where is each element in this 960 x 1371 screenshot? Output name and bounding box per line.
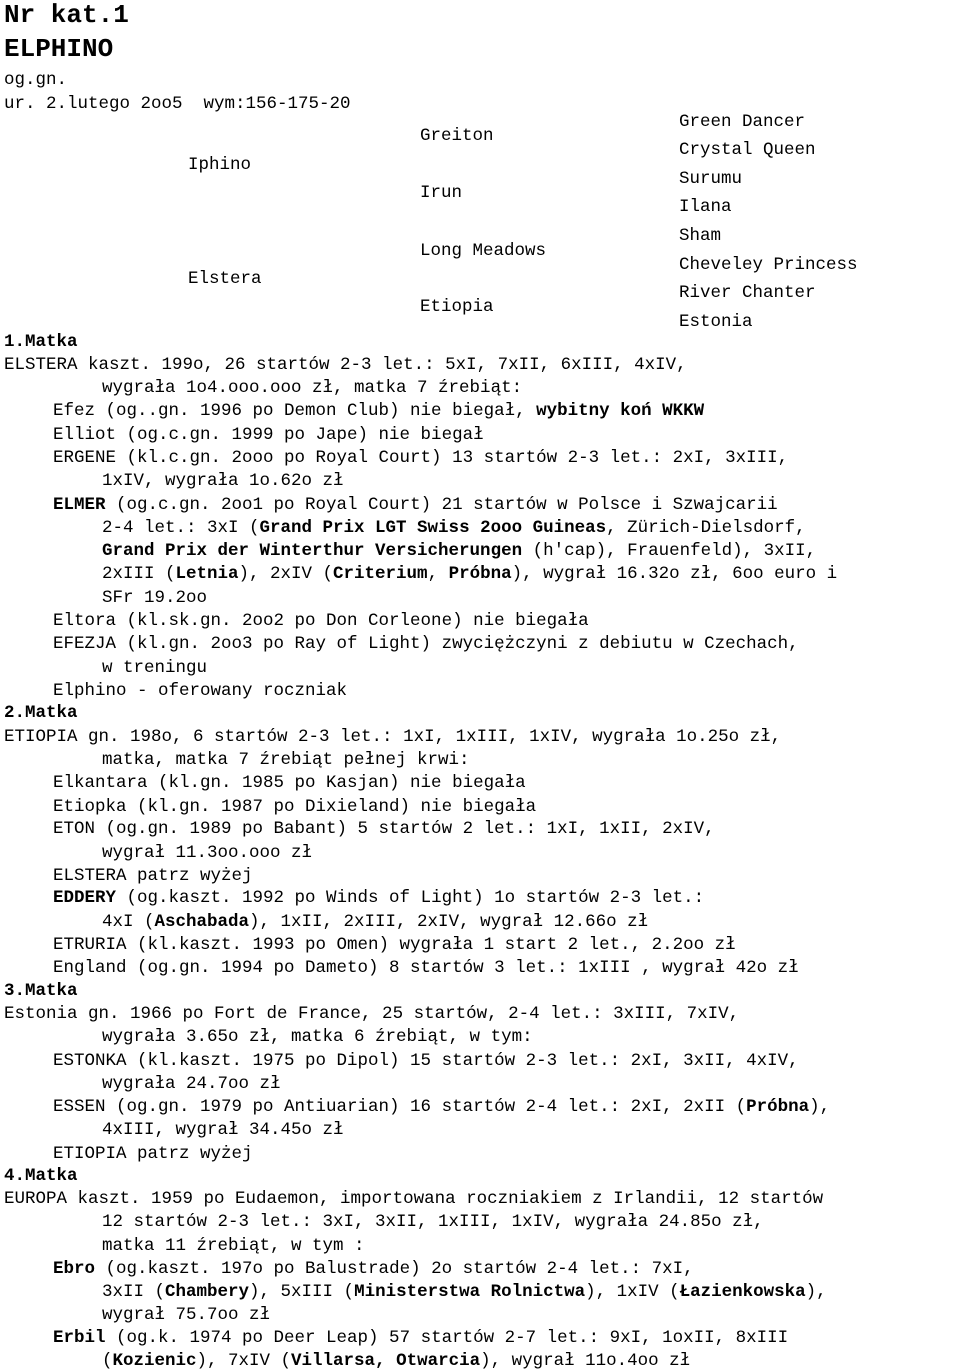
text-segment: ETRURIA (kl.kaszt. 1993 po Omen) wygrała 1 start 2 let., 2.2oo zł (53, 935, 736, 955)
text-segment: ERGENE (kl.c.gn. 2ooo po Royal Court) 13 startów 2-3 let.: 2xI, 3xIII, (53, 448, 789, 468)
record-line (53, 819, 715, 839)
birth-info: ur. 2.lutego 2oo5 wym:156-175-20 (4, 94, 351, 114)
record-line (102, 843, 312, 863)
text-segment: Elliot (og.c.gn. 1999 po Jape) nie biegał (53, 425, 484, 445)
text-segment: EFEZJA (kl.gn. 2oo3 po Ray of Light) zwyciężczyni z debiutu w Czechach, (53, 634, 799, 654)
text-segment: (og.kaszt. 197o po Balustrade) 2o startów 2-4 let.: 7xI, (95, 1259, 694, 1279)
text-segment: Elphino - oferowany roczniak (53, 681, 348, 701)
bold-text: 3.Matka (4, 981, 78, 1001)
pedigree-g3: Ilana (679, 197, 732, 217)
record-line (53, 1051, 799, 1071)
pedigree-dam-dam: Etiopia (420, 297, 494, 317)
record-line (53, 425, 484, 445)
text-segment: ), 7xIV ( (196, 1351, 292, 1371)
bold-text: 2.Matka (4, 703, 78, 723)
record-line (102, 1236, 365, 1256)
record-line (102, 1351, 690, 1371)
record-line (53, 773, 526, 793)
bold-text: Łazienkowska (679, 1282, 806, 1302)
record-line (102, 1305, 270, 1325)
bold-text: Ebro (53, 1259, 96, 1279)
text-segment: 3xII ( (102, 1282, 166, 1302)
bold-text: Aschabada (154, 912, 250, 932)
pedigree-g3: Estonia (679, 312, 753, 332)
bold-text: EDDERY (53, 888, 117, 908)
bold-text: Chambery (165, 1282, 250, 1302)
bold-text: Kozienic (112, 1351, 197, 1371)
bold-text: Próbna (746, 1097, 810, 1117)
record-line (4, 1189, 823, 1209)
text-segment: wygrał 75.7oo zł (102, 1305, 271, 1325)
text-segment: ), 2xIV ( (238, 564, 334, 584)
record-line (102, 1027, 533, 1047)
text-segment: ELSTERA patrz wyżej (53, 866, 253, 886)
text-segment: , (427, 564, 449, 584)
record-line (102, 378, 522, 398)
text-segment: Elkantara (kl.gn. 1985 po Kasjan) nie biegała (53, 773, 526, 793)
record-line (102, 1212, 764, 1232)
text-segment: ), wygrał 16.32o zł, 6oo euro i (511, 564, 838, 584)
record-line (53, 681, 347, 701)
record-line (53, 611, 589, 631)
text-segment: 4xIII, wygrał 34.45o zł (102, 1120, 344, 1140)
record-line (4, 1166, 78, 1186)
record-line (102, 518, 806, 538)
bold-text: ELMER (53, 495, 106, 515)
horse-name: ELPHINO (4, 34, 114, 64)
record-line (4, 703, 78, 723)
text-segment: ESTONKA (kl.kaszt. 1975 po Dipol) 15 startów 2-3 let.: 2xI, 3xII, 4xIV, (53, 1051, 799, 1071)
text-segment: wygrała 24.7oo zł (102, 1074, 281, 1094)
text-segment: ( (102, 1351, 113, 1371)
record-line (4, 727, 781, 747)
record-line (53, 1144, 253, 1164)
record-line (53, 958, 799, 978)
text-segment: wygrała 1o4.ooo.ooo zł, matka 7 źrebiąt: (102, 378, 523, 398)
pedigree-g3: Crystal Queen (679, 140, 816, 160)
pedigree-g3: Surumu (679, 169, 743, 189)
text-segment: 2-4 let.: 3xI ( (102, 518, 260, 538)
text-segment: wygrał 11.3oo.ooo zł (102, 843, 313, 863)
text-segment: EUROPA kaszt. 1959 po Eudaemon, importowana roczniakiem z Irlandii, 12 startów (4, 1189, 824, 1209)
text-segment: 4xI ( (102, 912, 155, 932)
record-line (102, 541, 816, 561)
text-segment: ETON (og.gn. 1989 po Babant) 5 startów 2 let.: 1xI, 1xII, 2xIV, (53, 819, 715, 839)
horse-color: og.gn. (4, 70, 68, 90)
text-segment: matka 11 źrebiąt, w tym : (102, 1236, 365, 1256)
bold-text: Criterium (333, 564, 428, 584)
record-line (102, 471, 344, 491)
text-segment: (og.c.gn. 2oo1 po Royal Court) 21 startów w Polsce i Szwajcarii (105, 495, 778, 515)
catalog-number: Nr kat.1 (4, 0, 129, 30)
bold-text: Ministerstwa Rolnictwa (354, 1282, 586, 1302)
bold-text: Villarsa, Otwarcia (291, 1351, 481, 1371)
text-segment: 12 startów 2-3 let.: 3xI, 3xII, 1xIII, 1xIV, wygrała 24.85o zł, (102, 1212, 764, 1232)
record-line (53, 1259, 694, 1279)
text-segment: ), 1xIV ( (585, 1282, 680, 1302)
text-segment: Eltora (kl.sk.gn. 2oo2 po Don Corleone) nie biegała (53, 611, 589, 631)
bold-text: Erbil (53, 1328, 106, 1348)
record-line (4, 355, 687, 375)
text-segment: ETIOPIA gn. 198o, 6 startów 2-3 let.: 1xI, 1xIII, 1xIV, wygrała 1o.25o zł, (4, 727, 782, 747)
text-segment: (h'cap), Frauenfeld), 3xII, (522, 541, 817, 561)
text-segment: ), 5xIII ( (249, 1282, 355, 1302)
text-segment: Etiopka (kl.gn. 1987 po Dixieland) nie biegała (53, 797, 537, 817)
text-segment: , Zürich-Dielsdorf, (606, 518, 806, 538)
text-segment: ELSTERA kaszt. 199o, 26 startów 2-3 let.: 5xI, 7xII, 6xIII, 4xIV, (4, 355, 687, 375)
bold-text: Grand Prix LGT Swiss 2ooo Guineas (259, 518, 607, 538)
text-segment: Efez (og..gn. 1996 po Demon Club) nie biegał, (53, 401, 537, 421)
text-segment: ), 1xII, 2xIII, 2xIV, wygrał 12.66o zł (249, 912, 649, 932)
record-line (53, 797, 536, 817)
record-line (102, 564, 837, 584)
text-segment: England (og.gn. 1994 po Dameto) 8 startów 3 let.: 1xIII , wygrał 42o zł (53, 958, 799, 978)
text-segment: SFr 19.2oo (102, 588, 208, 608)
pedigree-sire-dam: Irun (420, 183, 463, 203)
bold-text: Letnia (175, 564, 239, 584)
pedigree-g3: Cheveley Princess (679, 255, 858, 275)
pedigree-sire-sire: Greiton (420, 126, 494, 146)
pedigree-g3: Sham (679, 226, 722, 246)
bold-text: Próbna (448, 564, 512, 584)
record-line (53, 1097, 830, 1117)
record-line (4, 1004, 739, 1024)
text-segment: (og.k. 1974 po Deer Leap) 57 startów 2-7 let.: 9xI, 1oxII, 8xIII (105, 1328, 789, 1348)
text-segment: w treningu (102, 658, 208, 678)
pedigree-dam: Elstera (188, 269, 262, 289)
text-segment: wygrała 3.65o zł, matka 6 źrebiąt, w tym: (102, 1027, 533, 1047)
record-line (4, 981, 78, 1001)
pedigree-g3: Green Dancer (679, 112, 806, 132)
text-segment: 2xIII ( (102, 564, 176, 584)
record-line (53, 448, 788, 468)
record-line (53, 866, 253, 886)
text-segment: ), (805, 1282, 827, 1302)
record-line (102, 912, 648, 932)
text-segment: Estonia gn. 1966 po Fort de France, 25 startów, 2-4 let.: 3xIII, 7xIV, (4, 1004, 740, 1024)
pedigree-dam-sire: Long Meadows (420, 241, 547, 261)
record-line (53, 495, 778, 515)
record-line (102, 588, 207, 608)
record-line (102, 658, 207, 678)
record-line (4, 332, 78, 352)
text-segment: ), wygrał 11o.4oo zł (480, 1351, 691, 1371)
record-line (102, 1120, 344, 1140)
record-line (53, 634, 799, 654)
bold-text: wybitny koń WKKW (536, 401, 705, 421)
record-line (102, 750, 470, 770)
bold-text: 1.Matka (4, 332, 78, 352)
text-segment: matka, matka 7 źrebiąt pełnej krwi: (102, 750, 470, 770)
pedigree-sire: Iphino (188, 155, 252, 175)
text-segment: (og.kaszt. 1992 po Winds of Light) 1o startów 2-3 let.: (116, 888, 705, 908)
text-segment: ETIOPIA patrz wyżej (53, 1144, 253, 1164)
record-line (53, 1328, 788, 1348)
record-line (102, 1282, 827, 1302)
text-segment: 1xIV, wygrała 1o.62o zł (102, 471, 344, 491)
bold-text: Grand Prix der Winterthur Versicherungen (102, 541, 523, 561)
text-segment: ), (809, 1097, 831, 1117)
text-segment: ESSEN (og.gn. 1979 po Antiuarian) 16 startów 2-4 let.: 2xI, 2xII ( (53, 1097, 747, 1117)
record-line (53, 888, 704, 908)
bold-text: 4.Matka (4, 1166, 78, 1186)
record-line (53, 935, 736, 955)
record-line (53, 401, 704, 421)
record-line (102, 1074, 281, 1094)
pedigree-g3: River Chanter (679, 283, 816, 303)
